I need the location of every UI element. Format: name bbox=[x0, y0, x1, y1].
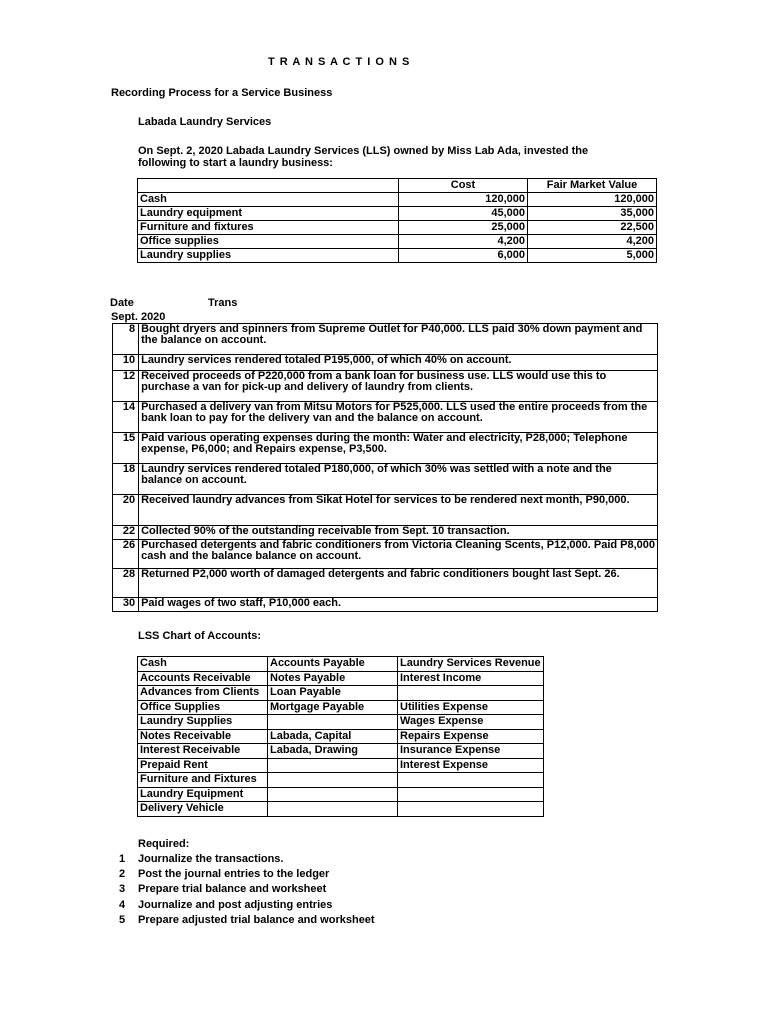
transaction-text: Purchased detergents and fabric conditioners from Victoria Cleaning Scents, P12,000. Paid P8,000 cash and the balance balance on account. bbox=[139, 540, 658, 569]
income-expense-account: Utilities Expense bbox=[398, 700, 544, 715]
transaction-text: Received laundry advances from Sikat Hotel for services to be rendered next month, P90,000. bbox=[139, 495, 658, 526]
table-row bbox=[138, 758, 544, 773]
transaction-day: 14 bbox=[113, 402, 139, 433]
chart-of-accounts-table bbox=[137, 656, 544, 817]
table-row bbox=[138, 715, 544, 730]
table-row bbox=[138, 207, 657, 221]
transaction-text: Paid wages of two staff, P10,000 each. bbox=[139, 598, 658, 612]
table-row bbox=[138, 686, 544, 701]
asset-fmv: 120,000 bbox=[528, 193, 657, 207]
liability-equity-account: Mortgage Payable bbox=[268, 700, 398, 715]
table-header-cell: Fair Market Value bbox=[528, 179, 657, 193]
transaction-day: 28 bbox=[113, 569, 139, 598]
asset-account: Prepaid Rent bbox=[138, 758, 268, 773]
table-row bbox=[138, 671, 544, 686]
date-header: Date bbox=[110, 297, 134, 309]
asset-cost: 45,000 bbox=[399, 207, 528, 221]
asset-account: Laundry Equipment bbox=[138, 787, 268, 802]
required-num: 3 bbox=[119, 883, 126, 895]
table-row bbox=[113, 495, 658, 526]
asset-account: Cash bbox=[138, 657, 268, 672]
liability-equity-account bbox=[268, 787, 398, 802]
asset-name: Cash bbox=[138, 193, 399, 207]
table-header-cell: Cost bbox=[399, 179, 528, 193]
required-num: 5 bbox=[119, 914, 126, 926]
income-expense-account: Repairs Expense bbox=[398, 729, 544, 744]
required-item: Prepare adjusted trial balance and worksheet bbox=[138, 914, 375, 926]
period-label: Sept. 2020 bbox=[111, 311, 166, 323]
liability-equity-account bbox=[268, 773, 398, 788]
transaction-text: Laundry services rendered totaled P195,000, of which 40% on account. bbox=[139, 355, 658, 371]
required-item: Journalize the transactions. bbox=[138, 853, 284, 865]
table-row bbox=[113, 598, 658, 612]
table-header-row bbox=[138, 179, 657, 193]
business-name: Labada Laundry Services bbox=[138, 116, 272, 128]
page-title: T R A N S A C T I O N S bbox=[268, 56, 411, 68]
income-expense-account: Insurance Expense bbox=[398, 744, 544, 759]
transaction-text: Returned P2,000 worth of damaged detergents and fabric conditioners bought last Sept. 26. bbox=[139, 569, 658, 598]
transaction-day: 8 bbox=[113, 324, 139, 355]
required-item: Prepare trial balance and worksheet bbox=[138, 883, 327, 895]
asset-account: Laundry Supplies bbox=[138, 715, 268, 730]
required-num: 2 bbox=[119, 868, 126, 880]
table-row bbox=[138, 221, 657, 235]
table-row bbox=[113, 526, 658, 540]
table-row bbox=[138, 773, 544, 788]
transaction-day: 30 bbox=[113, 598, 139, 612]
subtitle: Recording Process for a Service Business bbox=[111, 87, 333, 99]
income-expense-account bbox=[398, 773, 544, 788]
intro-text: On Sept. 2, 2020 Labada Laundry Services (LLS) owned by Miss Lab Ada, invested the following to start a laundry business: bbox=[138, 145, 589, 169]
assets-table bbox=[137, 178, 657, 263]
asset-name: Laundry equipment bbox=[138, 207, 399, 221]
transaction-day: 12 bbox=[113, 371, 139, 402]
table-row bbox=[113, 569, 658, 598]
asset-fmv: 22,500 bbox=[528, 221, 657, 235]
table-row bbox=[138, 249, 657, 263]
asset-account: Accounts Receivable bbox=[138, 671, 268, 686]
income-expense-account: Laundry Services Revenue bbox=[398, 657, 544, 672]
table-row bbox=[113, 464, 658, 495]
asset-fmv: 4,200 bbox=[528, 235, 657, 249]
transaction-text: Laundry services rendered totaled P180,000, of which 30% was settled with a note and the balance on account. bbox=[139, 464, 658, 495]
table-row bbox=[138, 744, 544, 759]
transaction-day: 10 bbox=[113, 355, 139, 371]
required-num: 4 bbox=[119, 899, 126, 911]
asset-name: Office supplies bbox=[138, 235, 399, 249]
transaction-day: 15 bbox=[113, 433, 139, 464]
required-title: Required: bbox=[138, 838, 190, 850]
asset-account: Office Supplies bbox=[138, 700, 268, 715]
income-expense-account bbox=[398, 686, 544, 701]
asset-cost: 120,000 bbox=[399, 193, 528, 207]
table-row bbox=[138, 787, 544, 802]
table-row bbox=[113, 540, 658, 569]
transaction-day: 18 bbox=[113, 464, 139, 495]
liability-equity-account: Labada, Capital bbox=[268, 729, 398, 744]
income-expense-account bbox=[398, 802, 544, 817]
table-row bbox=[138, 700, 544, 715]
required-item: Post the journal entries to the ledger bbox=[138, 868, 330, 880]
table-row bbox=[113, 433, 658, 464]
asset-account: Furniture and Fixtures bbox=[138, 773, 268, 788]
liability-equity-account bbox=[268, 715, 398, 730]
transaction-text: Collected 90% of the outstanding receivable from Sept. 10 transaction. bbox=[139, 526, 658, 540]
income-expense-account: Wages Expense bbox=[398, 715, 544, 730]
asset-cost: 4,200 bbox=[399, 235, 528, 249]
income-expense-account bbox=[398, 787, 544, 802]
table-row bbox=[113, 324, 658, 355]
liability-equity-account bbox=[268, 802, 398, 817]
liability-equity-account: Loan Payable bbox=[268, 686, 398, 701]
table-row bbox=[138, 729, 544, 744]
income-expense-account: Interest Expense bbox=[398, 758, 544, 773]
transaction-text: Purchased a delivery van from Mitsu Motors for P525,000. LLS used the entire proceeds from the bank loan to pay for the delivery van and the balance on account. bbox=[139, 402, 658, 433]
transaction-text: Received proceeds of P220,000 from a bank loan for business use. LLS would use this to purchase a van for pick-up and delivery of laundry from clients. bbox=[139, 371, 658, 402]
table-row bbox=[138, 802, 544, 817]
table-row bbox=[113, 371, 658, 402]
liability-equity-account: Accounts Payable bbox=[268, 657, 398, 672]
transaction-text: Paid various operating expenses during the month: Water and electricity, P28,000; Telephone expense, P6,000; and Repairs expense, P3,500. bbox=[139, 433, 658, 464]
asset-fmv: 5,000 bbox=[528, 249, 657, 263]
table-row bbox=[113, 355, 658, 371]
required-item: Journalize and post adjusting entries bbox=[138, 899, 333, 911]
transaction-day: 22 bbox=[113, 526, 139, 540]
asset-account: Advances from Clients bbox=[138, 686, 268, 701]
asset-name: Furniture and fixtures bbox=[138, 221, 399, 235]
transaction-day: 20 bbox=[113, 495, 139, 526]
transactions-table bbox=[112, 323, 658, 612]
table-header-cell bbox=[138, 179, 399, 193]
asset-name: Laundry supplies bbox=[138, 249, 399, 263]
asset-cost: 25,000 bbox=[399, 221, 528, 235]
transaction-text: Bought dryers and spinners from Supreme Outlet for P40,000. LLS paid 30% down payment and the balance on account. bbox=[139, 324, 658, 355]
asset-account: Notes Receivable bbox=[138, 729, 268, 744]
asset-account: Delivery Vehicle bbox=[138, 802, 268, 817]
table-row bbox=[138, 657, 544, 672]
transaction-day: 26 bbox=[113, 540, 139, 569]
liability-equity-account: Labada, Drawing bbox=[268, 744, 398, 759]
table-row bbox=[138, 193, 657, 207]
income-expense-account: Interest Income bbox=[398, 671, 544, 686]
asset-cost: 6,000 bbox=[399, 249, 528, 263]
chart-of-accounts-title: LSS Chart of Accounts: bbox=[138, 630, 262, 642]
asset-account: Interest Receivable bbox=[138, 744, 268, 759]
required-num: 1 bbox=[119, 853, 126, 865]
liability-equity-account bbox=[268, 758, 398, 773]
asset-fmv: 35,000 bbox=[528, 207, 657, 221]
table-row bbox=[138, 235, 657, 249]
liability-equity-account: Notes Payable bbox=[268, 671, 398, 686]
table-row bbox=[113, 402, 658, 433]
trans-header: Trans bbox=[208, 297, 238, 309]
